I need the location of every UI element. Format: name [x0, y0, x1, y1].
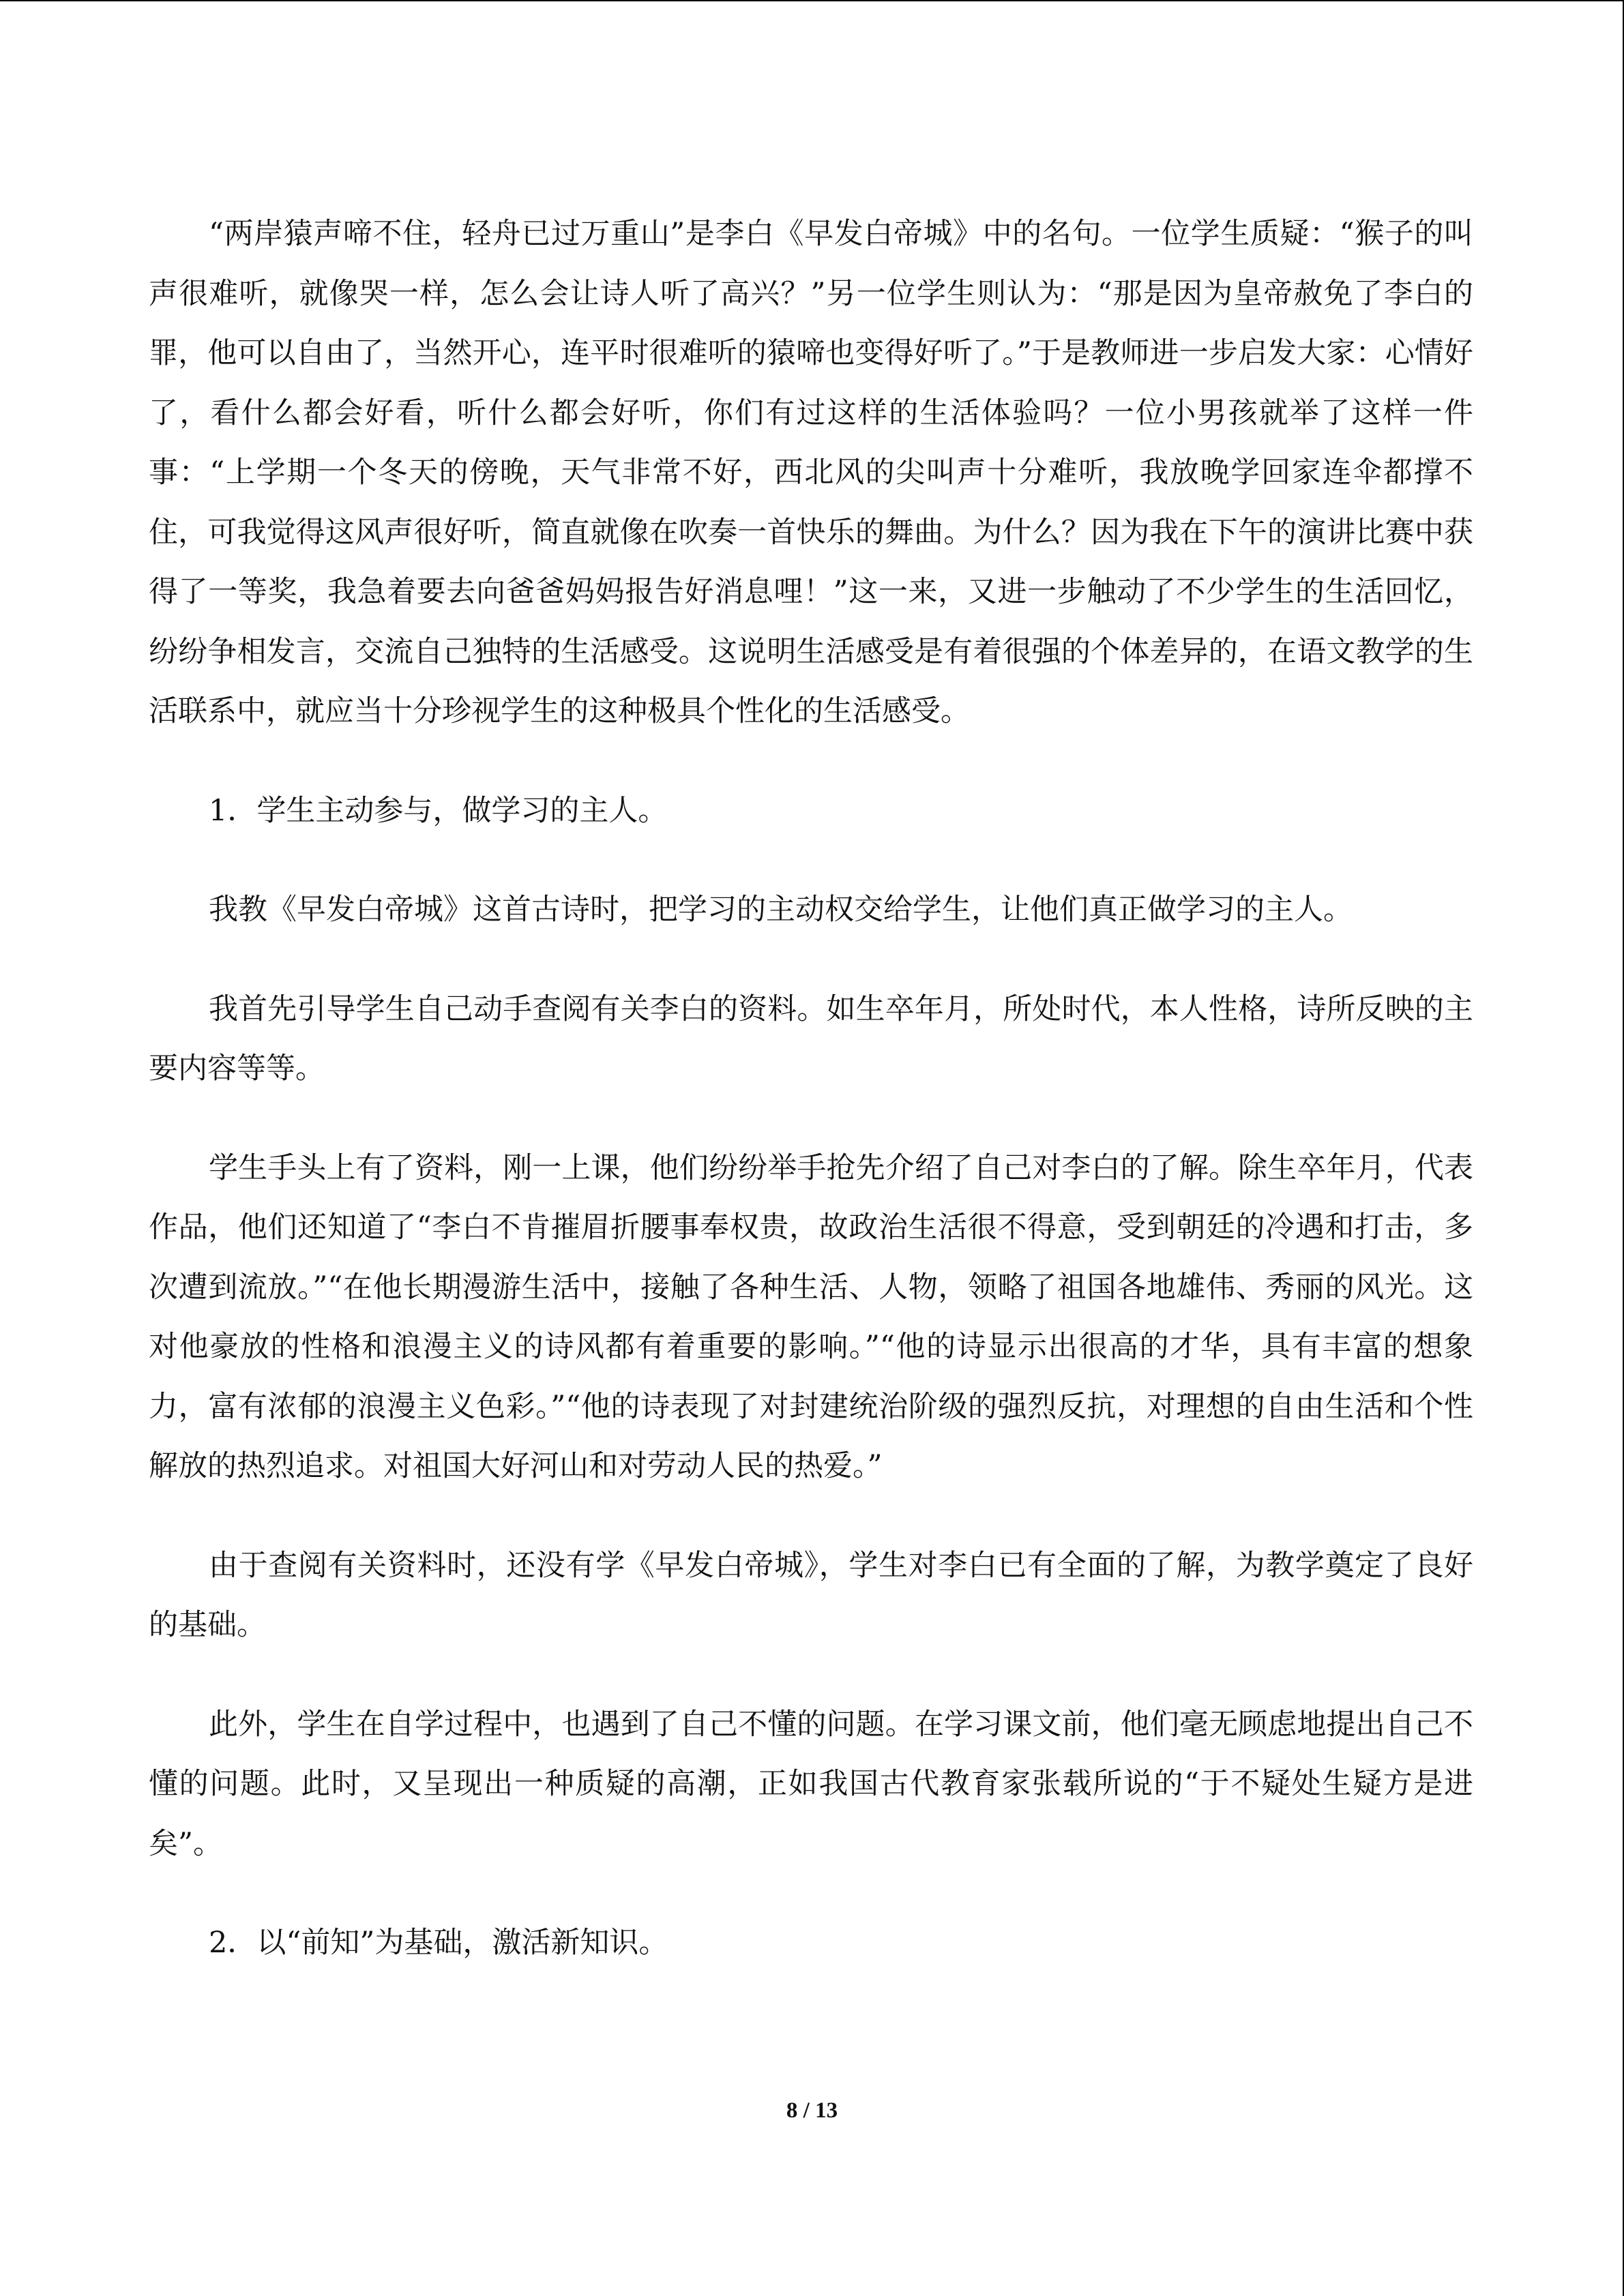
- section-heading-prior-knowledge: 2．以“前知”为基础，激活新知识。: [209, 1926, 668, 1960]
- paragraph-foundation: 由于查阅有关资料时，还没有学《早发白帝城》，学生对李白已有全面的了解，为教学奠定了良好的基础。: [149, 1548, 1473, 1642]
- paragraph-monkey-cry-discussion: “两岸猿声啼不住，轻舟已过万重山”是李白《早发白帝城》中的名句。一位学生质疑：“猴子的叫声很难听，就像哭一样，怎么会让诗人听了高兴？”另一位学生则认为：“那是因为皇帝赦免了李白的罪，他可以自由了，当然开心，连平时很难听的猿啼也变得好听了。”于是教师进一步启发大家：心情好了，看什么都会好看，听什么都会好听，你们有过这样的生活体验吗？一位小男孩就举了这样一件事：“上学期一个冬天的傍晚，天气非常不好，西北风的尖叫声十分难听，我放晚学回家连伞都撑不住，可我觉得这风声很好听，简直就像在吹奏一首快乐的舞曲。为什么？因为我在下午的演讲比赛中获得了一等奖，我急着要去向爸爸妈妈报告好消息哩！”这一来，又进一步触动了不少学生的生活回忆，纷纷争相发言，交流自己独特的生活感受。这说明生活感受是有着很强的个体差异的，在语文教学的生活联系中，就应当十分珍视学生的这种极具个性化的生活感受。: [149, 217, 1473, 728]
- page-number: 8 / 13: [786, 2098, 838, 2123]
- paragraph-teaching-poem: 我教《早发白帝城》这首古诗时，把学习的主动权交给学生，让他们真正做学习的主人。: [209, 893, 1353, 927]
- paragraph-research-li-bai: 我首先引导学生自己动手查阅有关李白的资料。如生卒年月，所处时代，本人性格，诗所反映的主要内容等等。: [149, 992, 1473, 1086]
- paragraph-students-present: 学生手头上有了资料，刚一上课，他们纷纷举手抢先介绍了自己对李白的了解。除生卒年月，代表作品，他们还知道了“李白不肯摧眉折腰事奉权贵，故政治生活很不得意，受到朝廷的冷遇和打击，多次遭到流放。”“在他长期漫游生活中，接触了各种生活、人物，领略了祖国各地雄伟、秀丽的风光。这对他豪放的性格和浪漫主义的诗风都有着重要的影响。”“他的诗显示出很高的才华，具有丰富的想象力，富有浓郁的浪漫主义色彩。”“他的诗表现了对封建统治阶级的强烈反抗，对理想的自由生活和个性解放的热烈追求。对祖国大好河山和对劳动人民的热爱。”: [149, 1150, 1473, 1483]
- paragraph-questioning: 此外，学生在自学过程中，也遇到了自己不懂的问题。在学习课文前，他们毫无顾虑地提出自己不懂的问题。此时，又呈现出一种质疑的高潮，正如我国古代教育家张载所说的“于不疑处生疑方是进矣”。: [149, 1707, 1473, 1861]
- section-heading-active-participation: 1．学生主动参与，做学习的主人。: [209, 793, 668, 828]
- document-body: [149, 205, 1473, 2013]
